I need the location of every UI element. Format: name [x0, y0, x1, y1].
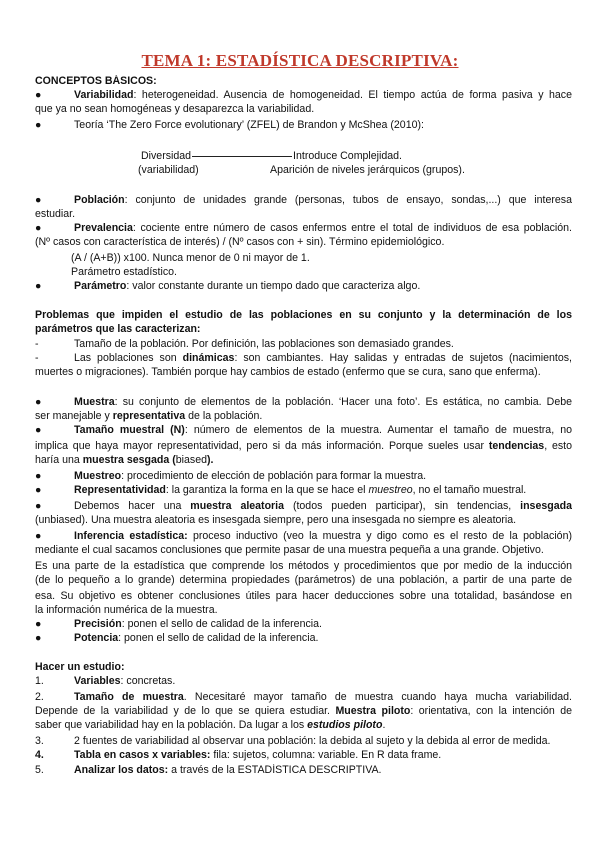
- text: biased: [175, 454, 207, 466]
- title-prefix: TEMA 1: [141, 51, 206, 70]
- precision-line: [35, 618, 572, 631]
- term-tabla: Tabla en casos x variables:: [74, 749, 211, 761]
- term-potencia: Potencia: [74, 632, 119, 644]
- estudio-heading: Hacer un estudio:: [35, 661, 125, 673]
- term-parametro: Parámetro: [74, 280, 127, 292]
- variabilidad-line-1: [35, 89, 572, 102]
- inferencia-line-6: la información numérica de la muestra.: [35, 604, 218, 616]
- text: , esto: [544, 440, 572, 452]
- term-muestra: Muestra: [74, 396, 115, 408]
- bullet-icon: ●: [35, 396, 42, 408]
- estudio-item-2-line-1: [35, 691, 572, 704]
- page-title: [0, 51, 600, 71]
- text: muestreo: [368, 484, 413, 496]
- text: : ponen el sello de calidad de la inferencia.: [121, 618, 322, 630]
- aleatoria-line-1: [35, 500, 572, 513]
- text: : conjunto de unidades grande (personas, tubos de ensayo, sondas,...) que interesa: [124, 194, 572, 206]
- text: : son cambiantes. Hay salidas y entradas de sujetos (nacimientos,: [234, 352, 572, 364]
- potencia-line: [35, 632, 572, 645]
- term-estudios-piloto: estudios piloto: [307, 719, 383, 731]
- text: : ponen el sello de calidad de la inferencia.: [118, 632, 319, 644]
- bullet-icon: ●: [35, 632, 42, 644]
- item-number: 5.: [35, 764, 44, 776]
- text: . Necesitaré mayor tamaño de muestra cuando haya mucha variabilidad.: [183, 691, 572, 703]
- text: saber que variabilidad hay en la población. Da lugar a los: [35, 719, 308, 731]
- problema-1: [35, 338, 572, 351]
- term-insesgada: insesgada: [520, 500, 572, 512]
- title-rest: : ESTADÍSTICA DESCRIPTIVA:: [205, 51, 459, 70]
- variabilidad-paren: (variabilidad): [138, 164, 199, 176]
- tamano-line-3: [35, 454, 572, 467]
- text: Debemos hacer una: [74, 500, 191, 512]
- bullet-icon: ●: [35, 530, 42, 542]
- problemas-heading-2: parámetros que las caracterizan:: [35, 323, 201, 335]
- muestreo-line: [35, 470, 572, 483]
- text: : heterogeneidad. Ausencia de homogeneidad. El tiempo actúa de forma pasiva y hace: [133, 89, 572, 101]
- term-dinamicas: dinámicas: [182, 352, 235, 364]
- bullet-icon: ●: [35, 500, 42, 512]
- estudio-item-2-line-2: [35, 705, 572, 718]
- dash-icon: -: [35, 352, 39, 364]
- text: proceso inductivo (veo la muestra y digo como es el resto de la población): [187, 530, 572, 542]
- prevalencia-line-1: [35, 222, 572, 235]
- item-number: 2.: [35, 691, 44, 703]
- bullet-icon: ●: [35, 424, 42, 436]
- parametro-line: [35, 280, 572, 293]
- prevalencia-line-2: (Nº casos con característica de interés) / (Nº casos con + sin). Término epidemiológico.: [35, 236, 445, 248]
- text: Las poblaciones son: [74, 352, 183, 364]
- text: de la población.: [185, 410, 263, 422]
- text: ser manejable y: [35, 410, 113, 422]
- term-analizar: Analizar los datos:: [74, 764, 169, 776]
- text: : cociente entre número de casos enfermos entre el total de individuos de esa población.: [132, 222, 572, 234]
- text: Depende de la variabilidad y de lo que se quiera estudiar.: [35, 705, 336, 717]
- text: : su conjunto de elementos de la población. ‘Hacer una foto’. Es estática, no cambia. Debe: [114, 396, 572, 408]
- text: a través de la ESTADÍSTICA DESCRIPTIVA.: [168, 764, 382, 776]
- conceptos-heading: CONCEPTOS BÁSICOS:: [35, 75, 157, 87]
- dash-icon: -: [35, 338, 39, 350]
- inferencia-line-3: Es una parte de la estadística que comprende los métodos y procedimientos que por medio de la inducción: [35, 560, 572, 572]
- tamano-line-2: [35, 440, 572, 453]
- bullet-icon: ●: [35, 280, 42, 292]
- term-representativa: representativa: [112, 410, 186, 422]
- text: ).: [206, 454, 214, 466]
- muestra-line-2: [35, 410, 572, 423]
- poblacion-line-1: [35, 194, 572, 207]
- representatividad-line: [35, 484, 572, 497]
- term-tamano-muestra: Tamaño de muestra: [74, 691, 184, 703]
- bullet-icon: ●: [35, 222, 42, 234]
- bullet-icon: ●: [35, 119, 42, 131]
- diagram-diversidad: [141, 150, 461, 163]
- poblacion-line-2: estudiar.: [35, 208, 76, 220]
- item-number: 4.: [35, 749, 44, 761]
- text: : valor constante durante un tiempo dado que caracteriza algo.: [126, 280, 421, 292]
- text: : número de elementos de la muestra. Aumentar el tamaño de muestra, no: [184, 424, 572, 436]
- item-number: 1.: [35, 675, 44, 687]
- bullet-icon: ●: [35, 470, 42, 482]
- problema-2-line-2: muertes o migraciones). También porque hay cambios de estado (enfermo que se cura, sano que enferma).: [35, 366, 541, 378]
- text: : la garantiza la forma en la que se hace el: [165, 484, 369, 496]
- text: haría una: [35, 454, 83, 466]
- term-precision: Precisión: [74, 618, 122, 630]
- inferencia-line-4: (de lo pequeño a lo grande) determina propiedades (parámetros) de una población, a partir de una parte de: [35, 574, 572, 586]
- inferencia-line-1: [35, 530, 572, 543]
- text: (todos pueden participar), sin tendencias,: [284, 500, 521, 512]
- prevalencia-line-4: Parámetro estadístico.: [71, 266, 177, 278]
- item-number: 3.: [35, 735, 44, 747]
- teoria-line: [35, 119, 572, 132]
- prevalencia-line-3: (A / (A+B)) x100. Nunca menor de 0 ni mayor de 1.: [71, 252, 310, 264]
- term-muestra-piloto: Muestra piloto: [335, 705, 411, 717]
- bullet-icon: ●: [35, 484, 42, 496]
- estudio-item-4: [35, 749, 572, 762]
- term-representatividad: Representatividad: [74, 484, 166, 496]
- text: : procedimiento de elección de población para formar la muestra.: [121, 470, 427, 482]
- tamano-line-1: [35, 424, 572, 437]
- text: .: [382, 719, 386, 731]
- text: implica que haya mayor representatividad, pero si da más información. Porque sueles usar: [35, 440, 489, 452]
- introduce-label: Introduce Complejidad.: [293, 150, 402, 162]
- text: Teoría ‘The Zero Force evolutionary’ (ZFEL) de Brandon y McShea (2010):: [74, 119, 424, 131]
- bullet-icon: ●: [35, 89, 42, 101]
- term-muestra-aleatoria: muestra aleatoria: [190, 500, 285, 512]
- variabilidad-line-2: que ya no sean homogéneas y desaparezca la variabilidad.: [35, 103, 315, 115]
- bullet-icon: ●: [35, 194, 42, 206]
- term-inferencia: Inferencia estadística:: [74, 530, 188, 542]
- term-variables: Variables: [74, 675, 121, 687]
- aparicion-label: Aparición de niveles jerárquicos (grupos).: [270, 164, 465, 176]
- inferencia-line-2: mediante el cual sacamos conclusiones que permite pasar de una muestra pequeña a una grande. Objetivo.: [35, 544, 544, 556]
- text: 2 fuentes de variabilidad al observar una población: la debida al sujeto y la debida al error de medida.: [74, 735, 551, 747]
- term-muestra-sesgada: muestra sesgada (: [82, 454, 176, 466]
- estudio-item-5: [35, 764, 572, 777]
- bullet-icon: ●: [35, 618, 42, 630]
- aleatoria-line-2: (unbiased). Una muestra aleatoria es insesgada siempre, pero una insesgada no siempre es aleatoria.: [35, 514, 517, 526]
- text: fila: sujetos, columna: variable. En R data frame.: [210, 749, 442, 761]
- estudio-item-2-line-3: [35, 719, 572, 732]
- text: Tamaño de la población. Por definición, las poblaciones son demasiado grandes.: [74, 338, 454, 350]
- problema-2-line-1: [35, 352, 572, 365]
- term-tendencias: tendencias: [488, 440, 545, 452]
- term-tamano: Tamaño muestral (N): [74, 424, 185, 436]
- estudio-item-1: [35, 675, 572, 688]
- muestra-line-1: [35, 396, 572, 409]
- text: : orientativa, con la intención de: [410, 705, 572, 717]
- term-variabilidad: Variabilidad: [74, 89, 134, 101]
- arrow-line: [192, 156, 292, 157]
- text: , no el tamaño muestral.: [412, 484, 527, 496]
- term-muestreo: Muestreo: [74, 470, 122, 482]
- text: : concretas.: [120, 675, 176, 687]
- diversidad-label: Diversidad: [141, 150, 192, 162]
- term-prevalencia: Prevalencia: [74, 222, 133, 234]
- problemas-heading-1: Problemas que impiden el estudio de las poblaciones en su conjunto y la determinación de los: [35, 309, 572, 321]
- term-poblacion: Población: [74, 194, 125, 206]
- estudio-item-3: [35, 735, 572, 748]
- inferencia-line-5: esa. Su objetivo es obtener conclusiones útiles para hacer deducciones sobre una totalidad, basándose en: [35, 590, 572, 602]
